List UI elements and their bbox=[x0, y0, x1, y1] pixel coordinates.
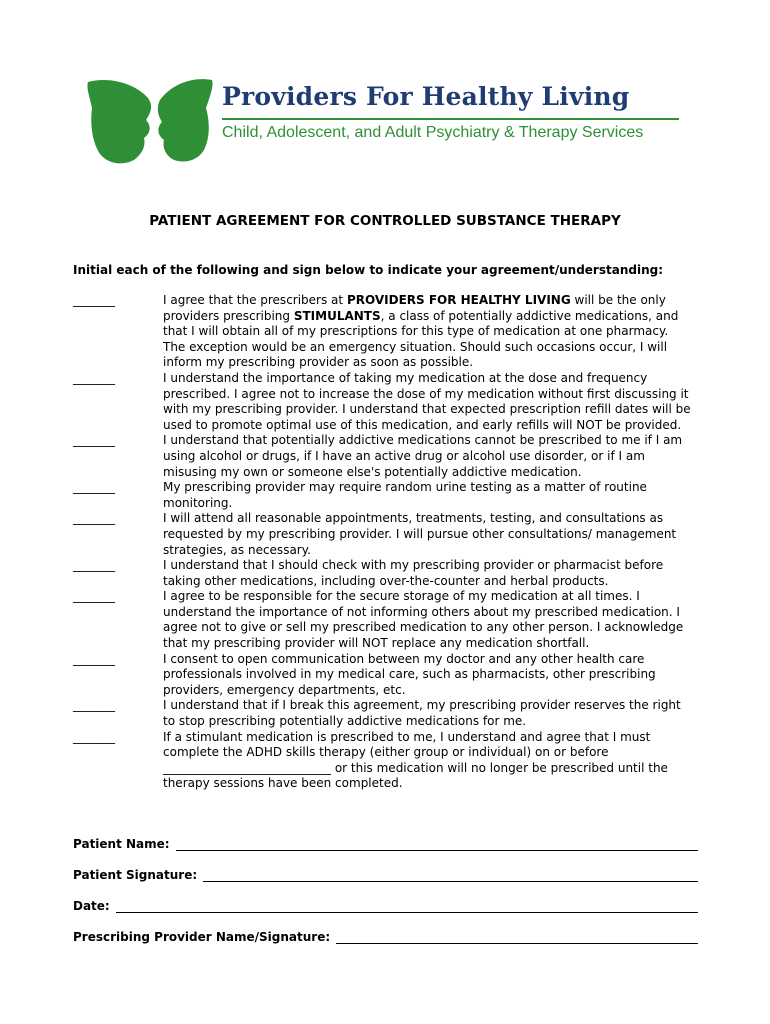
agreement-item bbox=[73, 371, 703, 433]
agreement-item bbox=[73, 558, 703, 589]
brand-tagline: Child, Adolescent, and Adult Psychiatry & Therapy Services bbox=[222, 124, 644, 141]
provider-signature-field bbox=[73, 930, 698, 961]
agreement-text: I consent to open communication between my doctor and any other health care professionals involved in my medical care, such as pharmacists, other prescribing providers, emergency departments, etc. bbox=[163, 651, 656, 697]
initial-blank[interactable]: _______ bbox=[73, 370, 115, 385]
agreement-text: I understand the importance of taking my medication at the dose and frequency prescribed. I agree not to increase the dose of my medication without first discussing it with my prescribing provider. I understand that expected prescription refill dates will be used to promote optimal use of this medication, and early refills will NOT be provided. bbox=[163, 370, 691, 432]
agreement-text: I agree that the prescribers at PROVIDERS FOR HEALTHY LIVING will be the only providers prescribing STIMULANTS, a class of potentially addictive medications, and that I will obtain all of my prescriptions for this type of medication at one pharmacy. The exception would be an emergency situation. Should such occasions occur, I will inform my prescribing provider as soon as possible. bbox=[163, 293, 679, 370]
initial-blank[interactable]: _______ bbox=[73, 480, 115, 495]
initial-blank[interactable]: _______ bbox=[73, 651, 115, 666]
initial-blank[interactable]: _______ bbox=[73, 511, 115, 526]
agreement-text: I agree to be responsible for the secure storage of my medication at all times. I understand the importance of not informing others about my prescribed medication. I agree not to give or sell my prescribed medication to any other person. I acknowledge that my prescribing provider will NOT replace any medication shortfall. bbox=[163, 589, 684, 651]
initial-blank[interactable]: _______ bbox=[73, 433, 115, 448]
agreement-item bbox=[73, 511, 703, 558]
date-line[interactable] bbox=[116, 899, 698, 913]
field-label: Date: bbox=[73, 899, 110, 913]
agreement-text: If a stimulant medication is prescribed to me, I understand and agree that I must complete the ADHD skills therapy (either group or individual) on or before ____________________________ or this medication will no longer be prescribed until the therapy sessions have been completed. bbox=[163, 729, 668, 791]
agreement-text: I understand that potentially addictive medications cannot be prescribed to me if I am using alcohol or drugs, if I have an active drug or alcohol use disorder, or if I am misusing my own or someone else's potentially addictive medication. bbox=[163, 433, 683, 479]
agreement-item bbox=[73, 433, 703, 480]
initial-blank[interactable]: _______ bbox=[73, 293, 115, 307]
agreement-text: My prescribing provider may require random urine testing as a matter of routine monitoring. bbox=[163, 480, 647, 510]
agreement-item bbox=[73, 480, 703, 511]
initial-blank[interactable]: _______ bbox=[73, 729, 115, 744]
patient-name-field bbox=[73, 837, 698, 868]
logo bbox=[86, 76, 686, 166]
date-field bbox=[73, 899, 698, 930]
agreement-item bbox=[73, 652, 703, 699]
butterfly-profiles-logo-icon bbox=[86, 76, 216, 166]
initial-blank[interactable]: _______ bbox=[73, 698, 115, 713]
agreement-item bbox=[73, 730, 703, 792]
provider-signature-line[interactable] bbox=[336, 930, 698, 944]
patient-signature-field bbox=[73, 868, 698, 899]
brand-name: Providers For Healthy Living bbox=[222, 82, 630, 111]
field-label: Patient Name: bbox=[73, 837, 170, 851]
instruction-text: Initial each of the following and sign below to indicate your agreement/understanding: bbox=[73, 263, 663, 277]
initial-blank[interactable]: _______ bbox=[73, 558, 115, 573]
brand-divider bbox=[222, 118, 679, 120]
page-title: PATIENT AGREEMENT FOR CONTROLLED SUBSTANCE THERAPY bbox=[149, 213, 621, 229]
agreement-text: I will attend all reasonable appointments, treatments, testing, and consultations as requested by my prescribing provider. I will pursue other consultations/ management strategies, as necessary. bbox=[163, 511, 677, 557]
initial-blank[interactable]: _______ bbox=[73, 589, 115, 604]
agreement-text: I understand that if I break this agreement, my prescribing provider reserves the right to stop prescribing potentially addictive medications for me. bbox=[163, 698, 681, 729]
agreement-item bbox=[73, 293, 703, 371]
agreement-text: I understand that I should check with my prescribing provider or pharmacist before taking other medications, including over-the-counter and herbal products. bbox=[163, 558, 664, 588]
patient-signature-line[interactable] bbox=[203, 868, 698, 882]
signature-fields bbox=[73, 837, 698, 961]
agreement-item bbox=[73, 698, 703, 729]
field-label: Patient Signature: bbox=[73, 868, 198, 882]
agreement-list bbox=[73, 293, 703, 792]
field-label: Prescribing Provider Name/Signature: bbox=[73, 930, 331, 944]
patient-name-line[interactable] bbox=[176, 837, 698, 851]
agreement-item bbox=[73, 589, 703, 651]
